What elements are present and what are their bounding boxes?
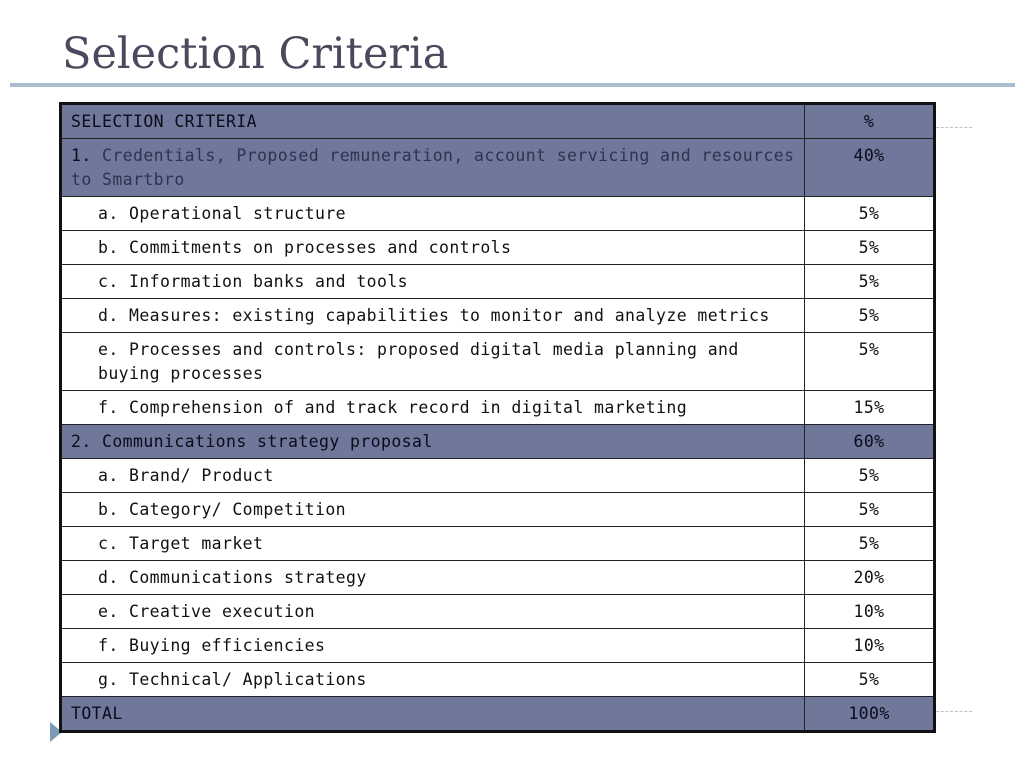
table-row [61, 391, 935, 425]
criterion-label: d. Communications strategy [61, 561, 805, 595]
table-row [61, 561, 935, 595]
criterion-percent: 5% [805, 231, 935, 265]
criterion-percent: 5% [805, 527, 935, 561]
criterion-label: b. Category/ Competition [61, 493, 805, 527]
criterion-label: a. Operational structure [61, 197, 805, 231]
section-percent-cell: 40% [805, 139, 935, 197]
criterion-label: g. Technical/ Applications [61, 663, 805, 697]
section-number: 1. [71, 146, 92, 165]
table-row [61, 265, 935, 299]
criterion-percent: 5% [805, 197, 935, 231]
section-label-cell: 2. Communications strategy proposal [61, 425, 805, 459]
criterion-percent: 5% [805, 265, 935, 299]
criterion-label: b. Commitments on processes and controls [61, 231, 805, 265]
table-row [61, 299, 935, 333]
total-label: TOTAL [61, 697, 805, 732]
header-criteria-cell: SELECTION CRITERIA [61, 104, 805, 139]
section-percent-cell: 60% [805, 425, 935, 459]
total-row [61, 697, 935, 732]
criterion-percent: 10% [805, 629, 935, 663]
header-percent-cell: % [805, 104, 935, 139]
table-row [61, 231, 935, 265]
table-row [61, 493, 935, 527]
section-title: Credentials, Proposed remuneration, account servicing and resources to Smartbro [71, 146, 795, 189]
table-row [61, 197, 935, 231]
dashed-guide-line [936, 711, 972, 712]
table-row [61, 595, 935, 629]
table-row [61, 459, 935, 493]
criterion-label: c. Target market [61, 527, 805, 561]
criterion-label: f. Comprehension of and track record in digital marketing [61, 391, 805, 425]
dashed-guide-line [936, 127, 972, 128]
table-row [61, 333, 935, 391]
criterion-label: e. Processes and controls: proposed digital media planning and buying processes [61, 333, 805, 391]
criterion-label: c. Information banks and tools [61, 265, 805, 299]
criterion-percent: 10% [805, 595, 935, 629]
section-row [61, 425, 935, 459]
criterion-percent: 15% [805, 391, 935, 425]
slide-title: Selection Criteria [62, 29, 449, 79]
table-header-row [61, 104, 935, 139]
criterion-label: a. Brand/ Product [61, 459, 805, 493]
criterion-percent: 20% [805, 561, 935, 595]
title-divider [10, 83, 1015, 87]
criterion-percent: 5% [805, 333, 935, 391]
section-label-cell [61, 139, 805, 197]
criterion-percent: 5% [805, 459, 935, 493]
table-row [61, 527, 935, 561]
criterion-label: e. Creative execution [61, 595, 805, 629]
criterion-percent: 5% [805, 663, 935, 697]
table-row [61, 629, 935, 663]
criterion-label: d. Measures: existing capabilities to monitor and analyze metrics [61, 299, 805, 333]
section-row [61, 139, 935, 197]
criterion-percent: 5% [805, 299, 935, 333]
selection-criteria-table [59, 102, 936, 733]
criterion-percent: 5% [805, 493, 935, 527]
table-row [61, 663, 935, 697]
total-percent: 100% [805, 697, 935, 732]
criterion-label: f. Buying efficiencies [61, 629, 805, 663]
